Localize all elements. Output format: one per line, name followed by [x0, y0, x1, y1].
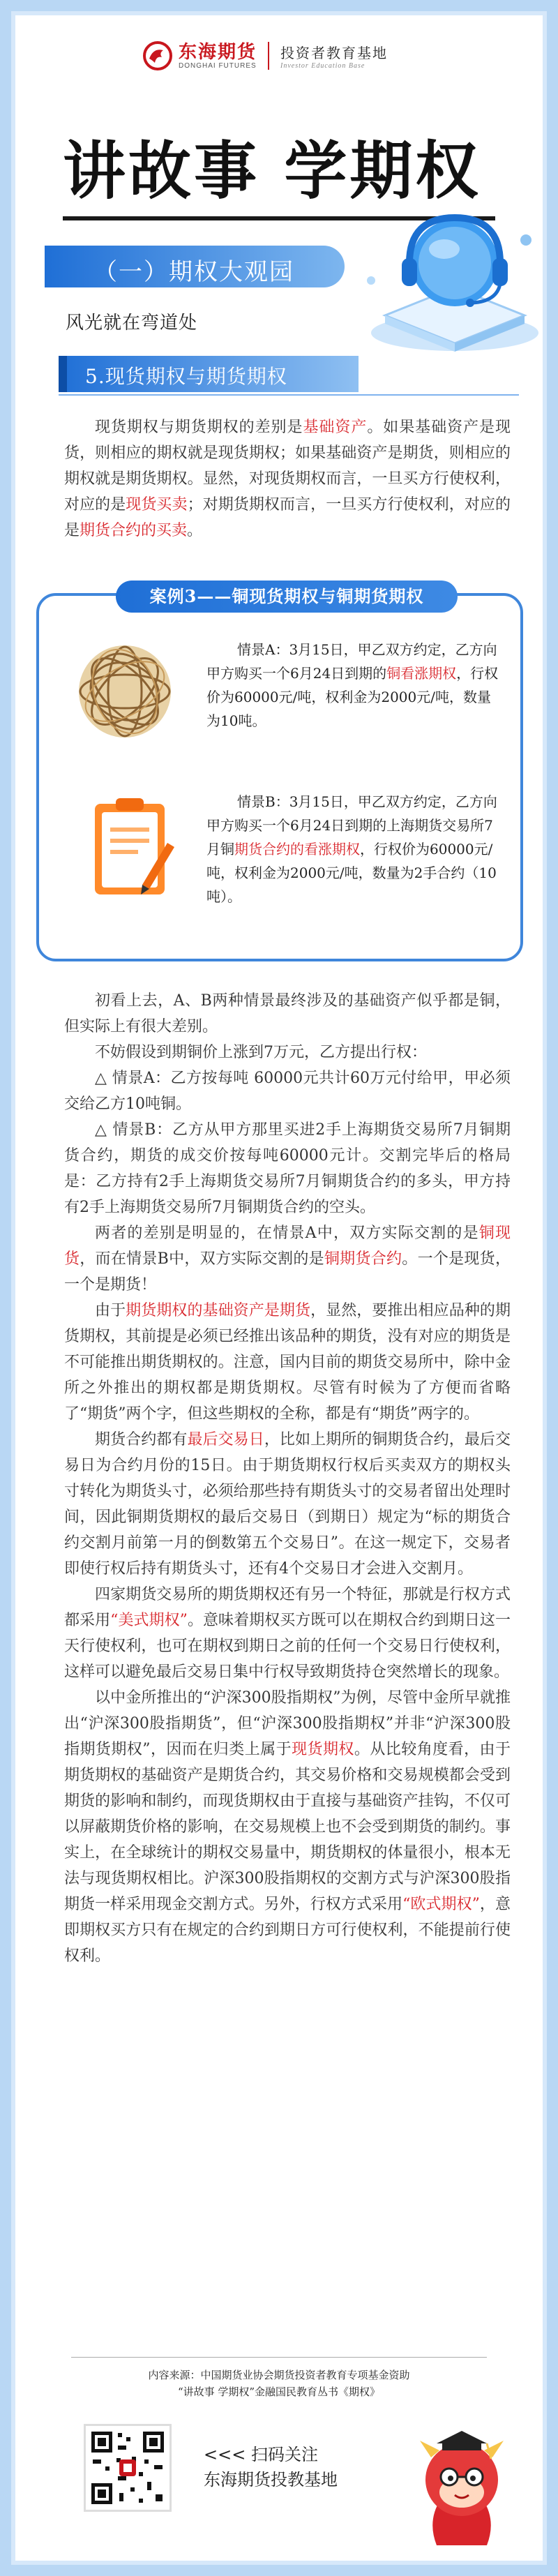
text-run: 不妨假设到期铜价上涨到7万元，乙方提出行权： [95, 1044, 427, 1061]
account-name: 东海期货投教基地 [204, 2470, 338, 2489]
page-title: 讲故事 学期权 [63, 134, 481, 208]
paragraph [64, 1427, 511, 1582]
article-frame [15, 15, 543, 2561]
chapter-subtitle: 风光就在弯道处 [66, 313, 198, 334]
text-run: ，比如上期所的铜期货合约，最后交易日为合约月份的15日。由于期货期权行权后买卖双方的期权头寸转化为期货头寸，必须给那些持有期货头寸的交易者留出处理时间，因此铜期货期权的最后交易日（到期日）规定为“标的期货合约交割月前第一月的倒数第五个交易日”。在这一规定下，交易者即使行权后持有期货头寸，还有4个交易日才会进入交割月。 [64, 1431, 511, 1578]
text-run: 以中金所推出的“沪深300股指期权”为例，尽管中金所早就推出“沪深300股指期货”，但“沪深300股指期权”并非“沪深300股指期货期权”，因而在归类上属于 [64, 1689, 511, 1758]
text-run: ，显然，要推出相应品种的期货期权，其前提是必须已经推出该品种的期货，没有对应的期货是不可能推出期货期权的。注意，国内目前的期货交易所中，除中金所之外推出的期权都是期货期权。尽管有时候为了方便而省略了“期货”两个字，但这些期权的全称，都是有“期货”两字的。 [64, 1302, 511, 1423]
highlight-text: 最后交易日 [187, 1431, 264, 1448]
text-run: 由于 [95, 1302, 126, 1319]
highlight-text: 现货买卖 [126, 496, 188, 514]
paragraph [64, 1040, 511, 1065]
highlight-text: 基础资产 [303, 419, 368, 436]
highlight-text: 现货期权 [292, 1741, 354, 1758]
content-source [15, 2367, 543, 2400]
highlight-text: 期货期权的基础资产是期货 [126, 1302, 311, 1319]
section-title: 5.现货期权与期货期权 [85, 365, 287, 388]
section-underline [59, 394, 519, 396]
case-title: 案例3——铜现货期权与铜期货期权 [116, 581, 458, 613]
chapter-title: （一）期权大观园 [93, 258, 294, 286]
highlight-text: 铜期货合约 [324, 1250, 402, 1268]
paragraph [64, 1065, 511, 1117]
paragraph [64, 1582, 511, 1685]
paragraph [64, 1298, 511, 1427]
text-run: 初看上去，A、B两种情景最终涉及的基础资产似乎都是铜，但实际上有很大差别。 [64, 992, 511, 1035]
chapter-ribbon [45, 246, 345, 287]
case-scenario-a [206, 638, 499, 733]
highlight-text: 期货合约的买卖 [80, 522, 188, 539]
header [15, 15, 543, 92]
copper-wire-ball-icon [73, 639, 177, 744]
text-run: 情景B：3月15日，甲乙双方约定，乙方向甲方购买一个6月24日到期的上海期货交易所7月铜 [206, 793, 497, 858]
body-text [64, 988, 511, 1969]
intro-paragraph [64, 414, 511, 544]
text-run: 。一个是现货，一个是期货！ [64, 1250, 511, 1294]
paragraph [64, 414, 511, 544]
highlight-text: 铜现货 [64, 1225, 511, 1268]
logo-divider [268, 42, 269, 70]
base-name-en: Investor Education Base [280, 62, 365, 70]
source-line-2: “讲故事 学期权”金融国民教育丛书《期权》 [177, 2386, 381, 2398]
highlight-text: 铜看涨期权 [386, 665, 457, 682]
text-run: 。意味着期权买方既可以在期权合约到期日这一天行使权利，也可在期权到期日之前的任何一个交易日行使权利，这样可以避免最后交易日集中行权导致期货持仓突然增长的现象。 [64, 1612, 511, 1681]
text-run: ，意即期权买方只有在规定的合约到期日方可行使权利，不能提前行使权利。 [64, 1896, 511, 1965]
text-run: 两者的差别是明显的，在情景A中，双方实际交割的是 [95, 1225, 479, 1242]
text-run: ，行权价为60000元/吨，权利金为2000元/吨，数量为10吨。 [206, 665, 499, 729]
text-run: 期货合约都有 [95, 1431, 188, 1448]
brand-logo [142, 40, 388, 71]
dragon-mascot-icon [399, 2416, 525, 2548]
case-scenario-b [206, 790, 499, 908]
paragraph [64, 1220, 511, 1298]
text-run: 。从比较角度看，由于期货期权的基础资产是期货合约，其交易价格和交易规模都会受到期货的影响和制约，而现货期权由于直接与基础资产挂钩，不仅可以屏蔽期货价格的影响，在交易规模上也不会受到期货的制约。事实上，在全球统计的期权交易量中，期货期权的体量很小，根本无法与现货期权相比。沪深300股指期权的交割方式与沪深300股指期货一样采用现金交割方式。另外，行权方式采用 [64, 1741, 511, 1913]
highlight-text: 期货合约的看涨期权 [234, 841, 360, 858]
brand-name-en: DONGHAI FUTURES [179, 61, 257, 70]
highlight-text: “欧式期权” [402, 1896, 480, 1913]
section-heading [59, 356, 359, 392]
text-run: ；对期货期权而言，一旦买方行使权利，对应的是 [64, 496, 511, 539]
text-run: △ 情景B：乙方从甲方那里买进2手上海期货交易所7月铜期货合约，期货的成交价按每吨60000元计。交割完毕后的格局是：乙方持有2手上海期货交易所7月铜期货合约的多头，甲方持有2手上海期货交易所7月铜期货合约的空头。 [64, 1121, 511, 1216]
footer-divider [71, 2357, 487, 2358]
scenario-text [206, 638, 499, 733]
paragraph [64, 988, 511, 1040]
text-run: 。如果基础资产是现货，则相应的期权就是现货期权；如果基础资产是期货，则相应的期权就是期货期权。显然，对现货期权而言，一旦买方行使权利，对应的是 [64, 419, 511, 514]
follow-prompt [204, 2442, 338, 2492]
brand-name-cn: 东海期货 [179, 41, 257, 63]
scan-label: <<< 扫码关注 [204, 2445, 318, 2464]
paragraph [64, 1685, 511, 1969]
contract-document-icon [81, 793, 179, 904]
text-run: 现货期权与期货期权的差别是 [95, 419, 303, 436]
highlight-text: “美式期权” [110, 1612, 188, 1629]
text-run: 四家期货交易所的期货期权还有另一个特征，那就是行权方式都采用 [64, 1586, 511, 1629]
text-run: ，而在情景B中，双方实际交割的是 [80, 1250, 324, 1268]
text-run: ，行权价为60000元/吨，权利金为2000元/吨，数量为2手合约（10吨）。 [206, 841, 497, 905]
text-run: 。 [187, 522, 203, 539]
text-run: △ 情景A：乙方按每吨 60000元共计60万元付给甲，甲必须交给乙方10吨铜。 [64, 1070, 511, 1113]
dragon-logo-icon [142, 40, 173, 71]
paragraph [64, 1117, 511, 1220]
case-box [36, 586, 523, 961]
scenario-text [206, 790, 499, 908]
base-name-cn: 投资者教育基地 [280, 45, 389, 61]
source-line-1: 内容来源：中国期货业协会期货投资者教育专项基金资助 [148, 2369, 410, 2381]
customer-service-illustration [343, 197, 552, 357]
qr-code[interactable] [84, 2424, 172, 2512]
text-run: 情景A：3月15日，甲乙双方约定，乙方向甲方购买一个6月24日到期的 [206, 641, 497, 682]
